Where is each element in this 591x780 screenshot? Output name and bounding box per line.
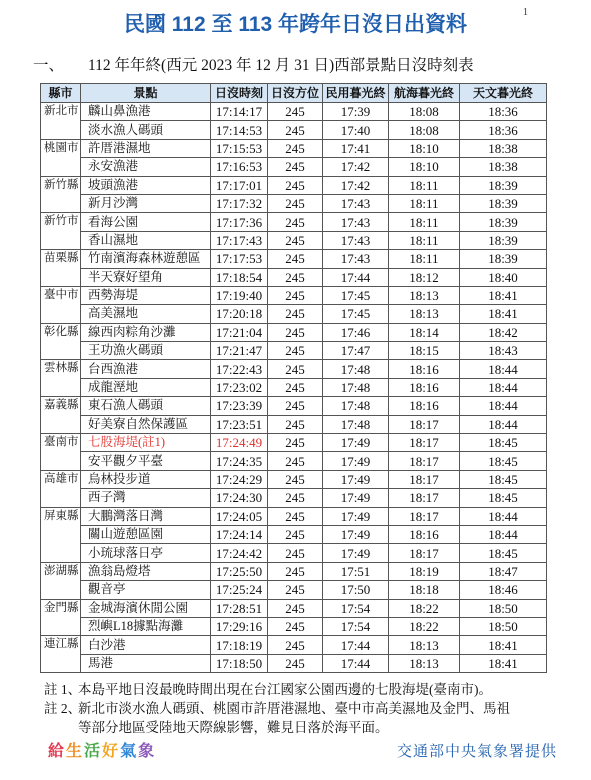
nautical-twilight-end-cell: 18:17: [389, 434, 460, 452]
sunset-time-cell: 17:23:39: [211, 397, 268, 415]
site-name-cell: 香山濕地: [81, 232, 211, 250]
county-cell: 雲林縣: [41, 360, 81, 397]
sunset-time-cell: 17:24:29: [211, 471, 268, 489]
nautical-twilight-end-cell: 18:08: [389, 121, 460, 139]
astronomical-twilight-end-cell: 18:50: [460, 600, 547, 618]
footnote-text: 本島平地日沒最晚時間出現在台江國家公園西邊的七股海堤(臺南市)。: [78, 682, 492, 697]
slogan-char: 生: [66, 743, 85, 760]
county-cell: 嘉義縣: [41, 397, 81, 434]
sunset-azimuth-cell: 245: [268, 452, 323, 470]
nautical-twilight-end-cell: 18:16: [389, 379, 460, 397]
sunset-azimuth-cell: 245: [268, 103, 323, 121]
sunset-azimuth-cell: 245: [268, 158, 323, 176]
site-name-cell: 線西肉粽角沙灘: [81, 324, 211, 342]
astronomical-twilight-end-cell: 18:43: [460, 342, 547, 360]
civil-twilight-end-cell: 17:49: [323, 434, 389, 452]
nautical-twilight-end-cell: 18:16: [389, 526, 460, 544]
sunset-time-cell: 17:28:51: [211, 600, 268, 618]
page-number: 1: [523, 7, 528, 18]
sunset-time-cell: 17:24:30: [211, 489, 268, 507]
site-name-cell: 金城海濱休閒公園: [81, 600, 211, 618]
astronomical-twilight-end-cell: 18:39: [460, 250, 547, 268]
footnote-text: 等部分地區受陸地天際線影響，難見日落於海平面。: [78, 720, 389, 735]
civil-twilight-end-cell: 17:41: [323, 140, 389, 158]
county-cell: 屏東縣: [41, 508, 81, 563]
footnotes: [44, 680, 510, 737]
nautical-twilight-end-cell: 18:16: [389, 397, 460, 415]
site-name-cell: 成龍溼地: [81, 379, 211, 397]
site-name-cell: 漁翁島燈塔: [81, 563, 211, 581]
footnote-label: 註 2、: [44, 701, 82, 716]
sunset-time-cell: 17:18:19: [211, 636, 268, 654]
astronomical-twilight-end-cell: 18:42: [460, 324, 547, 342]
sunset-time-cell: 17:17:01: [211, 177, 268, 195]
astronomical-twilight-end-cell: 18:41: [460, 305, 547, 323]
county-cell: 連江縣: [41, 636, 81, 673]
column-header-nautical-twilight-end: 航海暮光終: [389, 84, 460, 103]
sunset-azimuth-cell: 245: [268, 489, 323, 507]
site-name-cell: 王功漁火碼頭: [81, 342, 211, 360]
nautical-twilight-end-cell: 18:08: [389, 103, 460, 121]
civil-twilight-end-cell: 17:44: [323, 655, 389, 673]
sunset-azimuth-cell: 245: [268, 379, 323, 397]
civil-twilight-end-cell: 17:49: [323, 452, 389, 470]
site-name-cell: 七股海堤(註1): [81, 434, 211, 452]
astronomical-twilight-end-cell: 18:47: [460, 563, 547, 581]
site-name-cell: 高美濕地: [81, 305, 211, 323]
nautical-twilight-end-cell: 18:17: [389, 471, 460, 489]
sunset-time-cell: 17:15:53: [211, 140, 268, 158]
column-header-civil-twilight-end: 民用暮光終: [323, 84, 389, 103]
astronomical-twilight-end-cell: 18:46: [460, 581, 547, 599]
sunset-time-cell: 17:22:43: [211, 360, 268, 378]
footer-credit: 交通部中央氣象署提供: [396, 743, 557, 760]
sunset-azimuth-cell: 245: [268, 434, 323, 452]
civil-twilight-end-cell: 17:39: [323, 103, 389, 121]
astronomical-twilight-end-cell: 18:45: [460, 489, 547, 507]
nautical-twilight-end-cell: 18:11: [389, 213, 460, 231]
sunset-time-cell: 17:20:18: [211, 305, 268, 323]
sunset-time-cell: 17:24:42: [211, 544, 268, 562]
nautical-twilight-end-cell: 18:13: [389, 655, 460, 673]
section-heading: [33, 55, 474, 77]
sunset-table: [40, 83, 547, 673]
site-name-cell: 半天寮好望角: [81, 269, 211, 287]
civil-twilight-end-cell: 17:48: [323, 360, 389, 378]
sunset-azimuth-cell: 245: [268, 195, 323, 213]
astronomical-twilight-end-cell: 18:36: [460, 103, 547, 121]
nautical-twilight-end-cell: 18:22: [389, 618, 460, 636]
county-cell: 高雄市: [41, 471, 81, 508]
footnote-2: [44, 699, 510, 737]
civil-twilight-end-cell: 17:54: [323, 618, 389, 636]
county-cell: 新竹市: [41, 213, 81, 250]
sunset-time-cell: 17:17:53: [211, 250, 268, 268]
footnote-body: [78, 680, 492, 699]
sunset-time-cell: 17:24:49: [211, 434, 268, 452]
footnote-1: [44, 680, 510, 699]
document-title: 民國 112 至 113 年跨年日沒日出資料: [123, 13, 468, 36]
sunset-azimuth-cell: 245: [268, 250, 323, 268]
nautical-twilight-end-cell: 18:13: [389, 636, 460, 654]
sunset-azimuth-cell: 245: [268, 526, 323, 544]
site-name-cell: 坡頭漁港: [81, 177, 211, 195]
astronomical-twilight-end-cell: 18:45: [460, 452, 547, 470]
sunset-time-cell: 17:29:16: [211, 618, 268, 636]
site-name-cell: 白沙港: [81, 636, 211, 654]
nautical-twilight-end-cell: 18:18: [389, 581, 460, 599]
civil-twilight-end-cell: 17:40: [323, 121, 389, 139]
astronomical-twilight-end-cell: 18:36: [460, 121, 547, 139]
sunset-azimuth-cell: 245: [268, 342, 323, 360]
nautical-twilight-end-cell: 18:11: [389, 232, 460, 250]
civil-twilight-end-cell: 17:47: [323, 342, 389, 360]
section-title: 112 年年終(西元 2023 年 12 月 31 日)西部景點日沒時刻表: [88, 57, 474, 74]
site-name-cell: 竹南濱海森林遊憩區: [81, 250, 211, 268]
site-name-cell: 大鵬灣落日灣: [81, 508, 211, 526]
astronomical-twilight-end-cell: 18:38: [460, 158, 547, 176]
sunset-time-cell: 17:21:04: [211, 324, 268, 342]
sunset-azimuth-cell: 245: [268, 636, 323, 654]
civil-twilight-end-cell: 17:49: [323, 489, 389, 507]
footnote-text: 新北市淡水漁人碼頭、桃園市許厝港濕地、臺中市高美濕地及金門、馬祖: [78, 701, 510, 716]
sunset-time-cell: 17:14:17: [211, 103, 268, 121]
sunset-azimuth-cell: 245: [268, 324, 323, 342]
astronomical-twilight-end-cell: 18:44: [460, 526, 547, 544]
county-cell: 桃園市: [41, 140, 81, 177]
sunset-azimuth-cell: 245: [268, 416, 323, 434]
sunset-time-cell: 17:21:47: [211, 342, 268, 360]
sunset-azimuth-cell: 245: [268, 177, 323, 195]
sunset-azimuth-cell: 245: [268, 232, 323, 250]
astronomical-twilight-end-cell: 18:41: [460, 287, 547, 305]
column-header-astronomical-twilight-end: 天文暮光終: [460, 84, 547, 103]
slogan-char: 給: [48, 743, 67, 760]
column-header-site: 景點: [81, 84, 211, 103]
sunset-azimuth-cell: 245: [268, 581, 323, 599]
civil-twilight-end-cell: 17:48: [323, 397, 389, 415]
site-name-cell: 西勢海堤: [81, 287, 211, 305]
civil-twilight-end-cell: 17:43: [323, 195, 389, 213]
astronomical-twilight-end-cell: 18:44: [460, 379, 547, 397]
county-cell: 臺中市: [41, 287, 81, 324]
nautical-twilight-end-cell: 18:15: [389, 342, 460, 360]
civil-twilight-end-cell: 17:43: [323, 250, 389, 268]
sunset-time-cell: 17:14:53: [211, 121, 268, 139]
sunset-azimuth-cell: 245: [268, 563, 323, 581]
site-name-cell: 馬港: [81, 655, 211, 673]
slogan-char: 活: [84, 743, 103, 760]
county-cell: 新北市: [41, 103, 81, 140]
county-cell: 澎湖縣: [41, 563, 81, 600]
nautical-twilight-end-cell: 18:17: [389, 508, 460, 526]
nautical-twilight-end-cell: 18:22: [389, 600, 460, 618]
site-name-cell: 麟山鼻漁港: [81, 103, 211, 121]
sunset-time-cell: 17:23:51: [211, 416, 268, 434]
footnote-body: [78, 699, 510, 737]
nautical-twilight-end-cell: 18:13: [389, 287, 460, 305]
sunset-azimuth-cell: 245: [268, 360, 323, 378]
site-name-cell: 觀音亭: [81, 581, 211, 599]
civil-twilight-end-cell: 17:42: [323, 158, 389, 176]
civil-twilight-end-cell: 17:44: [323, 636, 389, 654]
footer-slogan: [48, 742, 156, 762]
astronomical-twilight-end-cell: 18:45: [460, 544, 547, 562]
county-cell: 苗栗縣: [41, 250, 81, 287]
site-name-cell: 淡水漁人碼頭: [81, 121, 211, 139]
civil-twilight-end-cell: 17:48: [323, 416, 389, 434]
site-name-cell: 東石漁人碼頭: [81, 397, 211, 415]
civil-twilight-end-cell: 17:45: [323, 305, 389, 323]
site-name-cell: 許厝港濕地: [81, 140, 211, 158]
site-name-cell: 好美寮自然保護區: [81, 416, 211, 434]
sunset-time-cell: 17:17:43: [211, 232, 268, 250]
sunset-time-cell: 17:19:40: [211, 287, 268, 305]
site-name-cell: 永安漁港: [81, 158, 211, 176]
nautical-twilight-end-cell: 18:17: [389, 489, 460, 507]
sunset-time-cell: 17:25:24: [211, 581, 268, 599]
sunset-azimuth-cell: 245: [268, 213, 323, 231]
sunset-azimuth-cell: 245: [268, 544, 323, 562]
sunset-time-cell: 17:24:35: [211, 452, 268, 470]
section-number: 一、: [33, 57, 65, 74]
civil-twilight-end-cell: 17:50: [323, 581, 389, 599]
sunset-time-cell: 17:18:54: [211, 269, 268, 287]
site-name-cell: 小琉球落日亭: [81, 544, 211, 562]
slogan-char: 好: [102, 743, 121, 760]
nautical-twilight-end-cell: 18:11: [389, 250, 460, 268]
sunset-azimuth-cell: 245: [268, 508, 323, 526]
sunset-azimuth-cell: 245: [268, 618, 323, 636]
sunset-azimuth-cell: 245: [268, 600, 323, 618]
column-header-county: 縣市: [41, 84, 81, 103]
nautical-twilight-end-cell: 18:19: [389, 563, 460, 581]
site-name-cell: 安平觀夕平臺: [81, 452, 211, 470]
column-header-sunset-azimuth: 日沒方位: [268, 84, 323, 103]
slogan-char: 氣: [120, 743, 139, 760]
astronomical-twilight-end-cell: 18:45: [460, 471, 547, 489]
nautical-twilight-end-cell: 18:16: [389, 360, 460, 378]
sunset-time-cell: 17:23:02: [211, 379, 268, 397]
slogan-char: 象: [138, 743, 157, 760]
astronomical-twilight-end-cell: 18:39: [460, 232, 547, 250]
site-name-cell: 台西漁港: [81, 360, 211, 378]
nautical-twilight-end-cell: 18:13: [389, 305, 460, 323]
nautical-twilight-end-cell: 18:12: [389, 269, 460, 287]
civil-twilight-end-cell: 17:54: [323, 600, 389, 618]
sunset-azimuth-cell: 245: [268, 140, 323, 158]
civil-twilight-end-cell: 17:49: [323, 544, 389, 562]
sunset-azimuth-cell: 245: [268, 655, 323, 673]
civil-twilight-end-cell: 17:49: [323, 526, 389, 544]
astronomical-twilight-end-cell: 18:45: [460, 434, 547, 452]
county-cell: 新竹縣: [41, 177, 81, 214]
nautical-twilight-end-cell: 18:14: [389, 324, 460, 342]
sunset-time-cell: 17:24:05: [211, 508, 268, 526]
civil-twilight-end-cell: 17:44: [323, 269, 389, 287]
civil-twilight-end-cell: 17:51: [323, 563, 389, 581]
sunset-azimuth-cell: 245: [268, 121, 323, 139]
site-name-cell: 看海公園: [81, 213, 211, 231]
astronomical-twilight-end-cell: 18:41: [460, 636, 547, 654]
astronomical-twilight-end-cell: 18:41: [460, 655, 547, 673]
astronomical-twilight-end-cell: 18:39: [460, 213, 547, 231]
sunset-time-cell: 17:16:53: [211, 158, 268, 176]
sunset-time-cell: 17:18:50: [211, 655, 268, 673]
nautical-twilight-end-cell: 18:17: [389, 544, 460, 562]
nautical-twilight-end-cell: 18:11: [389, 195, 460, 213]
civil-twilight-end-cell: 17:42: [323, 177, 389, 195]
nautical-twilight-end-cell: 18:10: [389, 158, 460, 176]
astronomical-twilight-end-cell: 18:39: [460, 195, 547, 213]
civil-twilight-end-cell: 17:43: [323, 213, 389, 231]
astronomical-twilight-end-cell: 18:40: [460, 269, 547, 287]
county-cell: 彰化縣: [41, 324, 81, 361]
county-cell: 臺南市: [41, 434, 81, 471]
site-name-cell: 烈嶼L18據點海灘: [81, 618, 211, 636]
civil-twilight-end-cell: 17:43: [323, 232, 389, 250]
sunset-azimuth-cell: 245: [268, 471, 323, 489]
astronomical-twilight-end-cell: 18:39: [460, 177, 547, 195]
sunset-azimuth-cell: 245: [268, 305, 323, 323]
sunset-time-cell: 17:25:50: [211, 563, 268, 581]
county-cell: 金門縣: [41, 600, 81, 637]
sunset-time-cell: 17:24:14: [211, 526, 268, 544]
astronomical-twilight-end-cell: 18:50: [460, 618, 547, 636]
column-header-sunset-time: 日沒時刻: [211, 84, 268, 103]
sunset-azimuth-cell: 245: [268, 397, 323, 415]
astronomical-twilight-end-cell: 18:44: [460, 360, 547, 378]
civil-twilight-end-cell: 17:49: [323, 471, 389, 489]
astronomical-twilight-end-cell: 18:44: [460, 416, 547, 434]
site-name-cell: 新月沙灣: [81, 195, 211, 213]
civil-twilight-end-cell: 17:45: [323, 287, 389, 305]
nautical-twilight-end-cell: 18:17: [389, 416, 460, 434]
astronomical-twilight-end-cell: 18:38: [460, 140, 547, 158]
civil-twilight-end-cell: 17:49: [323, 508, 389, 526]
sunset-time-cell: 17:17:36: [211, 213, 268, 231]
nautical-twilight-end-cell: 18:11: [389, 177, 460, 195]
sunset-azimuth-cell: 245: [268, 287, 323, 305]
nautical-twilight-end-cell: 18:17: [389, 452, 460, 470]
site-name-cell: 關山遊憩區園: [81, 526, 211, 544]
site-name-cell: 西子灣: [81, 489, 211, 507]
civil-twilight-end-cell: 17:46: [323, 324, 389, 342]
sunset-azimuth-cell: 245: [268, 269, 323, 287]
astronomical-twilight-end-cell: 18:44: [460, 508, 547, 526]
footnote-label: 註 1、: [44, 682, 82, 697]
civil-twilight-end-cell: 17:48: [323, 379, 389, 397]
site-name-cell: 烏林投步道: [81, 471, 211, 489]
nautical-twilight-end-cell: 18:10: [389, 140, 460, 158]
astronomical-twilight-end-cell: 18:44: [460, 397, 547, 415]
sunset-time-cell: 17:17:32: [211, 195, 268, 213]
